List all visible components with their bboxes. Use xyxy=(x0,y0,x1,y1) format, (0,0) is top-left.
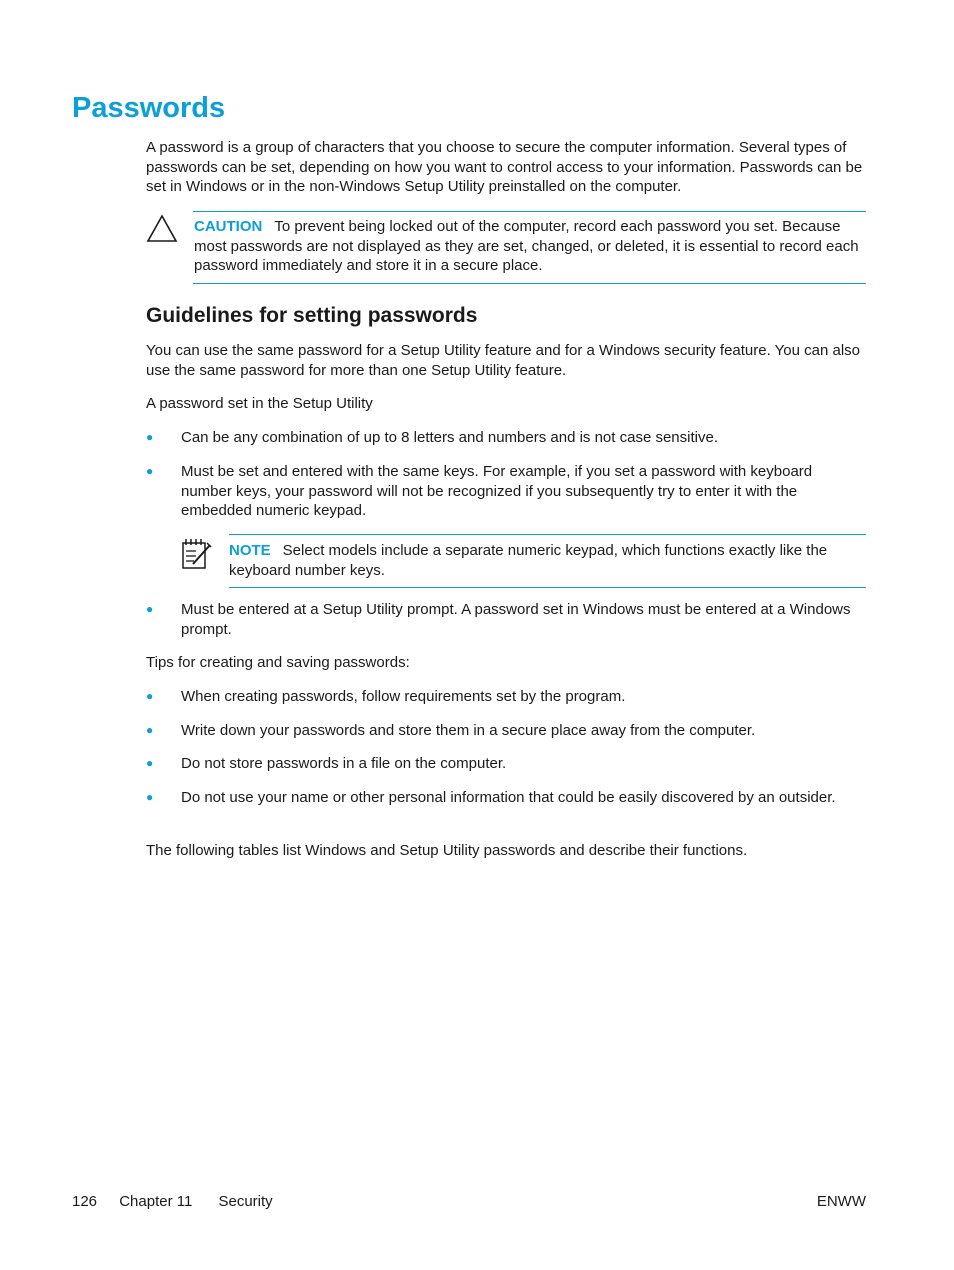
note-text: Select models include a separate numeric keypad, which functions exactly like the keyboard number keys. xyxy=(229,542,828,579)
page-title: Passwords xyxy=(72,92,226,124)
footer-section: Security xyxy=(218,1193,273,1210)
setup-lead-text: A password set in the Setup Utility xyxy=(146,395,373,412)
note-text-block xyxy=(229,541,866,580)
setup-bullet-1: Can be any combination of up to 8 letters and numbers and is not case sensitive. xyxy=(181,429,718,446)
note-label: NOTE xyxy=(229,542,271,559)
closing-paragraph: The following tables list Windows and Setup Utility passwords and describe their functions. xyxy=(146,842,748,859)
footer-chapter: Chapter 11 xyxy=(119,1193,193,1210)
tips-bullet-1: When creating passwords, follow requirements set by the program. xyxy=(181,688,626,705)
tips-lead-text: Tips for creating and saving passwords: xyxy=(146,654,410,671)
caution-bottom-rule xyxy=(193,283,866,284)
page-number: 126 xyxy=(72,1193,98,1210)
page-footer-left xyxy=(72,1192,273,1211)
tips-bullet-3: Do not store passwords in a file on the computer. xyxy=(181,755,507,772)
bullet-icon: ● xyxy=(146,756,154,770)
caution-text: To prevent being locked out of the computer, record each password you set. Because most passwords are not displayed as they are set, changed, or deleted, it is essential to record each password immediately and store it in a secure place. xyxy=(194,218,859,274)
note-top-rule xyxy=(229,534,866,535)
intro-paragraph: A password is a group of characters that you choose to secure the computer information. Several types of passwords can be set, depending on how you want to control access to your information. Passwords can be set in Windows or in the non-Windows Setup Utility preinstalled on the computer. xyxy=(146,139,863,195)
caution-top-rule xyxy=(193,211,866,212)
note-pad-icon xyxy=(181,537,213,571)
tips-bullet-2: Write down your passwords and store them in a secure place away from the computer. xyxy=(181,722,756,739)
section-heading: Guidelines for setting passwords xyxy=(146,304,478,327)
setup-bullet-3: Must be entered at a Setup Utility prompt. A password set in Windows must be entered at a Windows prompt. xyxy=(181,601,851,638)
bullet-icon: ● xyxy=(146,723,154,737)
tips-bullet-4: Do not use your name or other personal information that could be easily discovered by an outsider. xyxy=(181,789,836,806)
bullet-icon: ● xyxy=(146,790,154,804)
caution-text-block xyxy=(194,217,866,276)
bullet-icon: ● xyxy=(146,602,154,616)
note-bottom-rule xyxy=(229,587,866,588)
caution-triangle-icon xyxy=(146,213,178,243)
bullet-icon: ● xyxy=(146,430,154,444)
footer-right-label: ENWW xyxy=(816,1193,866,1210)
caution-label: CAUTION xyxy=(194,218,263,235)
setup-bullet-2: Must be set and entered with the same keys. For example, if you set a password with keyboard number keys, your password will not be recognized if you subsequently try to enter it with the embedded numeric keypad. xyxy=(181,463,813,519)
section-intro-paragraph: You can use the same password for a Setup Utility feature and for a Windows security feature. You can also use the same password for more than one Setup Utility feature. xyxy=(146,342,861,379)
bullet-icon: ● xyxy=(146,689,154,703)
bullet-icon: ● xyxy=(146,464,154,478)
